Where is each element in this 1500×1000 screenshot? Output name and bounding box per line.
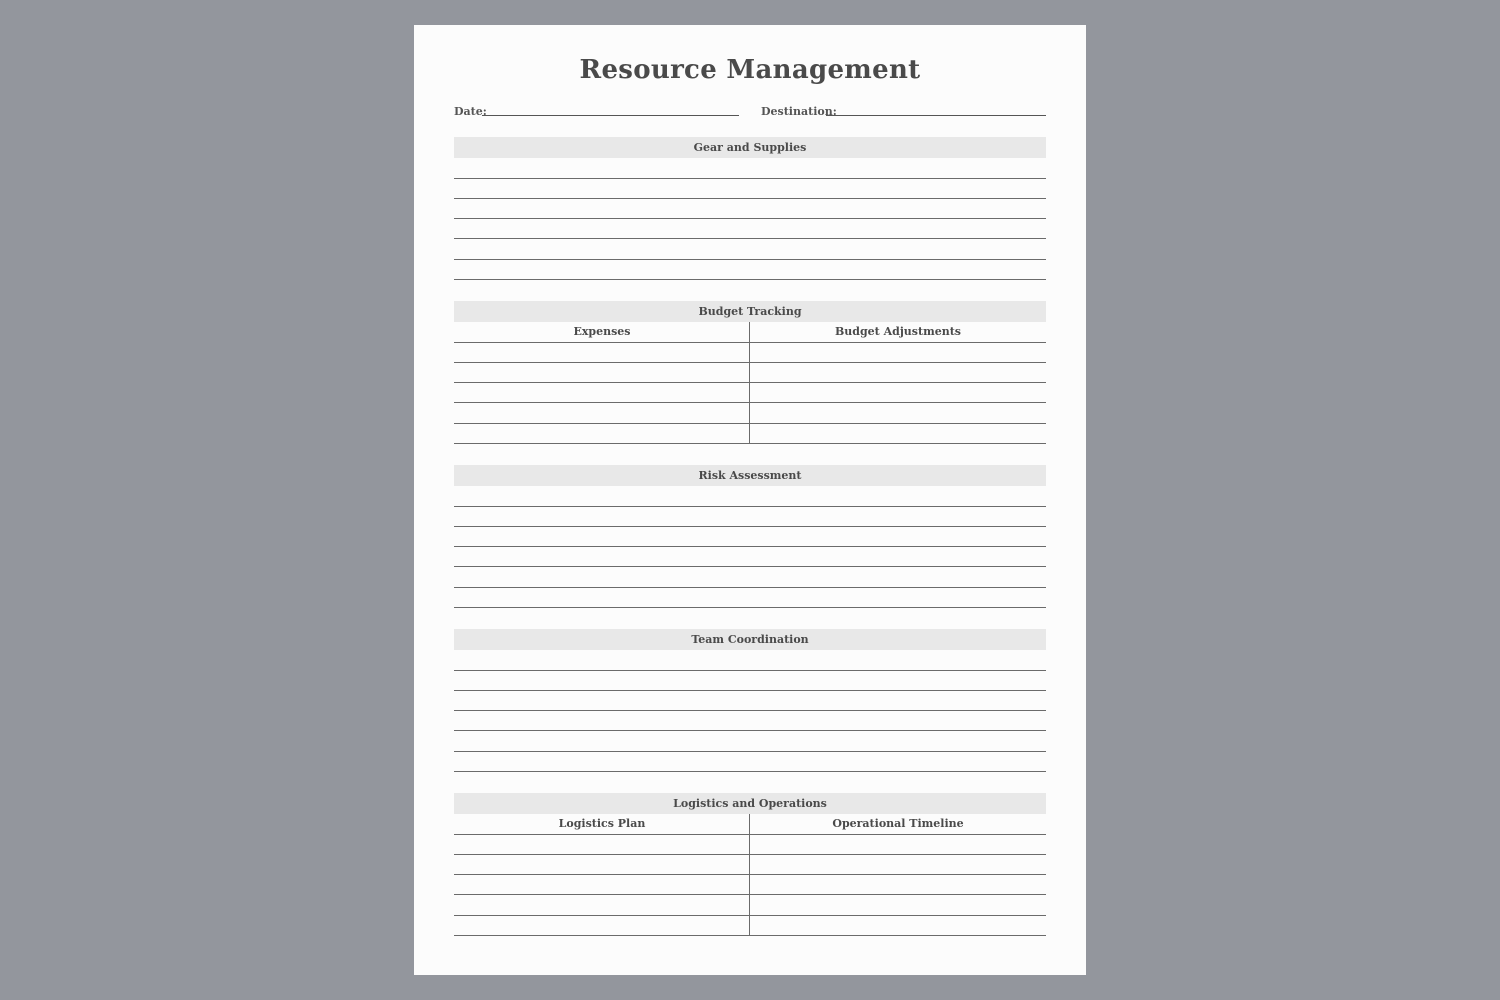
writing-line[interactable]: [454, 607, 1046, 608]
planner-page: [414, 25, 1086, 975]
table-row-line[interactable]: [454, 834, 1046, 835]
table-row-line[interactable]: [454, 874, 1046, 875]
column-header-operational-timeline: Operational Timeline: [832, 817, 964, 830]
writing-line[interactable]: [454, 566, 1046, 567]
writing-line[interactable]: [454, 178, 1046, 179]
table-row-line[interactable]: [454, 443, 1046, 444]
section-header: Team Coordination: [454, 629, 1046, 650]
writing-line[interactable]: [454, 587, 1046, 588]
table-row-line[interactable]: [454, 894, 1046, 895]
writing-line[interactable]: [454, 259, 1046, 260]
destination-field[interactable]: [826, 115, 1046, 116]
date-field[interactable]: [482, 115, 739, 116]
section-header: Logistics and Operations: [454, 793, 1046, 814]
section-header: Budget Tracking: [454, 301, 1046, 322]
writing-line[interactable]: [454, 506, 1046, 507]
column-header-budget-adjustments: Budget Adjustments: [835, 325, 961, 338]
writing-line[interactable]: [454, 690, 1046, 691]
table-row-line[interactable]: [454, 423, 1046, 424]
writing-line[interactable]: [454, 730, 1046, 731]
writing-line[interactable]: [454, 670, 1046, 671]
writing-line[interactable]: [454, 218, 1046, 219]
section-header: Risk Assessment: [454, 465, 1046, 486]
section-risk-assessment: [454, 465, 1046, 609]
table-row-line[interactable]: [454, 362, 1046, 363]
column-header-expenses: Expenses: [573, 325, 631, 338]
section-team-coordination: [454, 629, 1046, 773]
writing-line[interactable]: [454, 771, 1046, 772]
writing-line[interactable]: [454, 526, 1046, 527]
table-row-line[interactable]: [454, 854, 1046, 855]
table-row-line[interactable]: [454, 382, 1046, 383]
table-row-line[interactable]: [454, 915, 1046, 916]
table-row-line[interactable]: [454, 935, 1046, 936]
writing-line[interactable]: [454, 710, 1046, 711]
page-title: Resource Management: [579, 55, 921, 85]
section-budget-tracking: [454, 301, 1046, 445]
date-label: Date:: [454, 105, 487, 118]
destination-label: Destination:: [761, 105, 837, 118]
column-header-logistics-plan: Logistics Plan: [558, 817, 646, 830]
table-row-line[interactable]: [454, 402, 1046, 403]
section-header: Gear and Supplies: [454, 137, 1046, 158]
writing-line[interactable]: [454, 751, 1046, 752]
writing-line[interactable]: [454, 546, 1046, 547]
table-row-line[interactable]: [454, 342, 1046, 343]
writing-line[interactable]: [454, 238, 1046, 239]
section-logistics-and-operations: [454, 793, 1046, 937]
writing-line[interactable]: [454, 279, 1046, 280]
writing-line[interactable]: [454, 198, 1046, 199]
section-gear-and-supplies: [454, 137, 1046, 281]
